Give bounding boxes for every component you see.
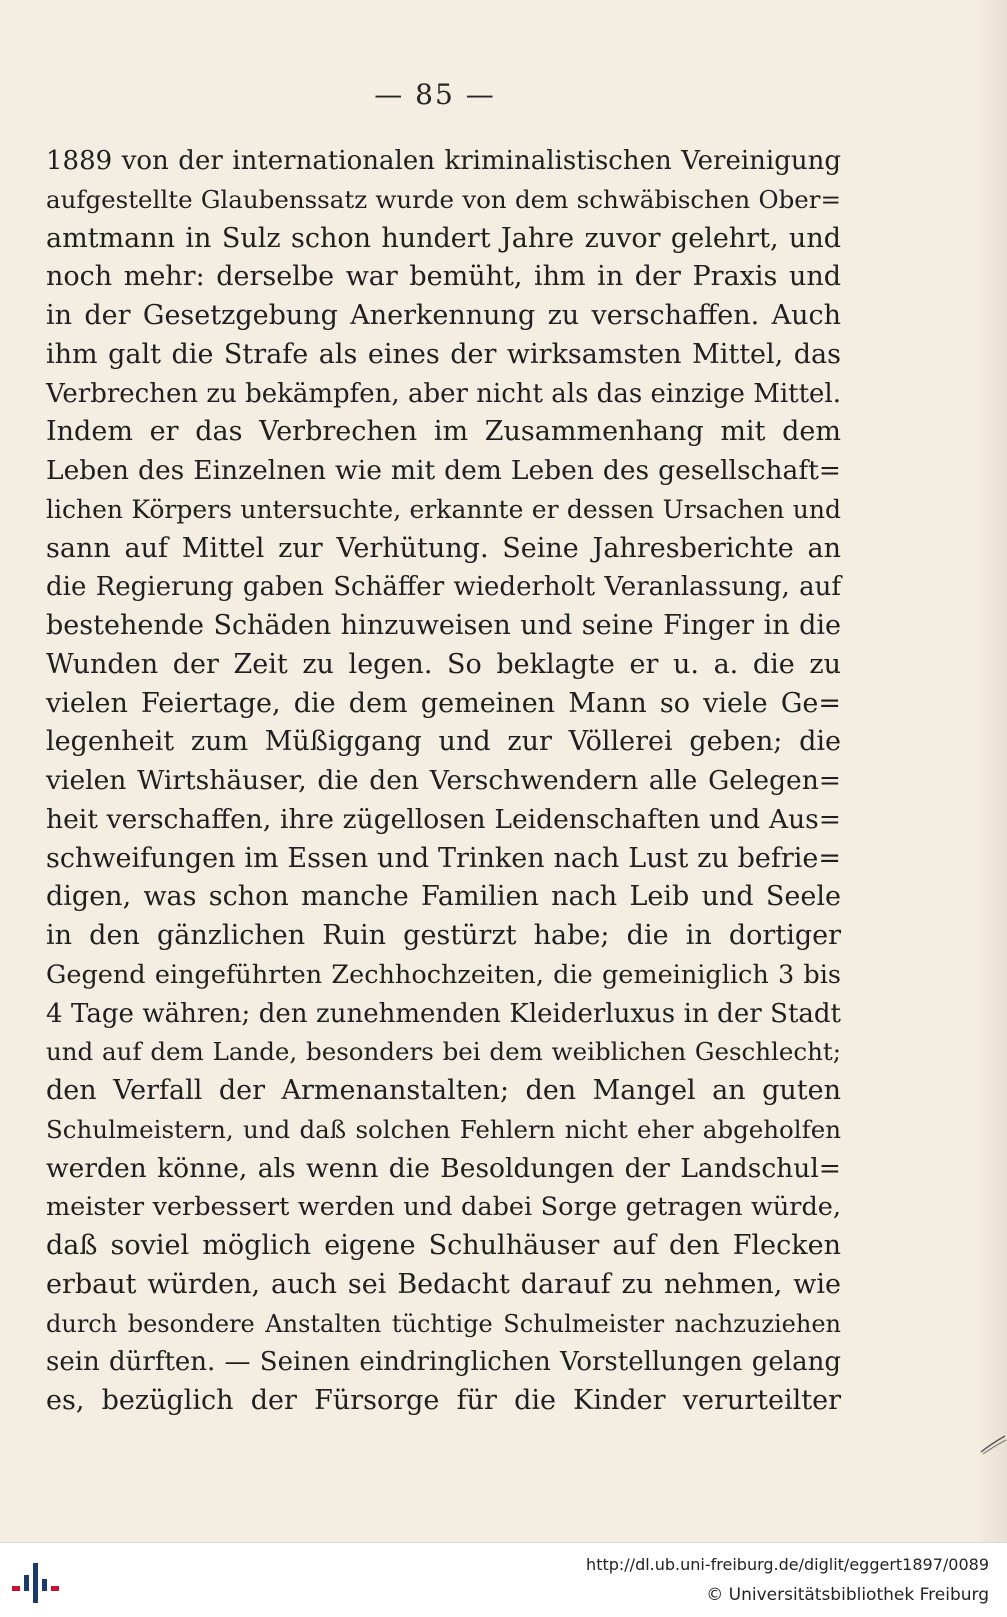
text-line: sein dürften. — Seinen eindringlichen Vorstellungen gelang [46, 1347, 841, 1378]
text-line: Gegend eingeführten Zechhochzeiten, die gemeiniglich 3 bis [46, 959, 841, 990]
text-line: legenheit zum Müßiggang und zur Völlerei geben; die [46, 726, 841, 758]
copyright-notice: © Universitätsbibliothek Freiburg [706, 1585, 989, 1605]
pen-mark-icon [977, 1432, 1007, 1458]
text-line: sann auf Mittel zur Verhütung. Seine Jahresberichte an [46, 532, 841, 564]
text-line: meister verbessert werden und dabei Sorge getragen würde, [46, 1192, 841, 1223]
source-url-link[interactable]: http://dl.ub.uni-freiburg.de/diglit/eggert1897/0089 [586, 1555, 989, 1574]
text-line: ihm galt die Strafe als eines der wirksamsten Mittel, das [46, 338, 841, 370]
body-text [46, 142, 841, 1421]
text-line: 1889 von der internationalen kriminalistischen Vereinigung [46, 146, 841, 176]
page-number: — 85 — [374, 78, 496, 111]
text-line: und auf dem Lande, besonders bei dem weiblichen Geschlecht; [46, 1037, 841, 1067]
text-line: digen, was schon manche Familien nach Leib und Seele [46, 881, 841, 913]
ub-freiburg-logo-icon[interactable] [12, 1557, 64, 1607]
text-line: schweifungen im Essen und Trinken nach Lust zu befrie= [46, 842, 841, 874]
text-line: Indem er das Verbrechen im Zusammenhang mit dem [46, 416, 841, 448]
text-line: werden könne, als wenn die Besoldungen der Landschul= [46, 1152, 841, 1184]
text-line: den Verfall der Armenanstalten; den Mangel an guten [46, 1075, 841, 1106]
text-line: in den gänzlichen Ruin gestürzt habe; die in dortiger [46, 920, 841, 951]
text-line: lichen Körpers untersuchte, erkannte er dessen Ursachen und [46, 494, 841, 524]
text-line: 4 Tage währen; den zunehmenden Kleiderluxus in der Stadt [46, 998, 841, 1029]
text-line: heit verschaffen, ihre zügellosen Leidenschaften und Aus= [46, 803, 841, 835]
text-line: vielen Wirtshäuser, die den Verschwendern alle Gelegen= [46, 765, 841, 796]
viewer-footer [0, 1542, 1007, 1617]
text-line: Leben des Einzelnen wie mit dem Leben des gesellschaft= [46, 455, 841, 486]
text-line: in der Gesetzgebung Anerkennung zu verschaffen. Auch [46, 300, 841, 331]
text-line: Schulmeistern, und daß solchen Fehlern nicht eher abgeholfen [46, 1114, 841, 1144]
text-line: noch mehr: derselbe war bemüht, ihm in der Praxis und [46, 261, 841, 293]
text-line: aufgestellte Glaubenssatz wurde von dem schwäbischen Ober= [46, 184, 841, 214]
text-line: erbaut würden, auch sei Bedacht darauf zu nehmen, wie [46, 1268, 841, 1300]
text-line: bestehende Schäden hinzuweisen und seine Finger in die [46, 610, 841, 641]
text-line: durch besondere Anstalten tüchtige Schulmeister nachzuziehen [46, 1309, 841, 1338]
text-line: Wunden der Zeit zu legen. So beklagte er u. a. die zu [46, 648, 841, 680]
text-line: vielen Feiertage, die dem gemeinen Mann so viele Ge= [46, 687, 841, 719]
text-line: daß soviel möglich eigene Schulhäuser auf den Flecken [46, 1230, 841, 1261]
text-line: amtmann in Sulz schon hundert Jahre zuvor gelehrt, und [46, 222, 841, 254]
text-line: es, bezüglich der Fürsorge für die Kinder verurteilter [46, 1385, 841, 1416]
text-line: Verbrechen zu bekämpfen, aber nicht als das einzige Mittel. [46, 378, 841, 409]
page-edge-shadow [977, 0, 1007, 1542]
text-line: die Regierung gaben Schäffer wiederholt Veranlassung, auf [46, 572, 841, 603]
